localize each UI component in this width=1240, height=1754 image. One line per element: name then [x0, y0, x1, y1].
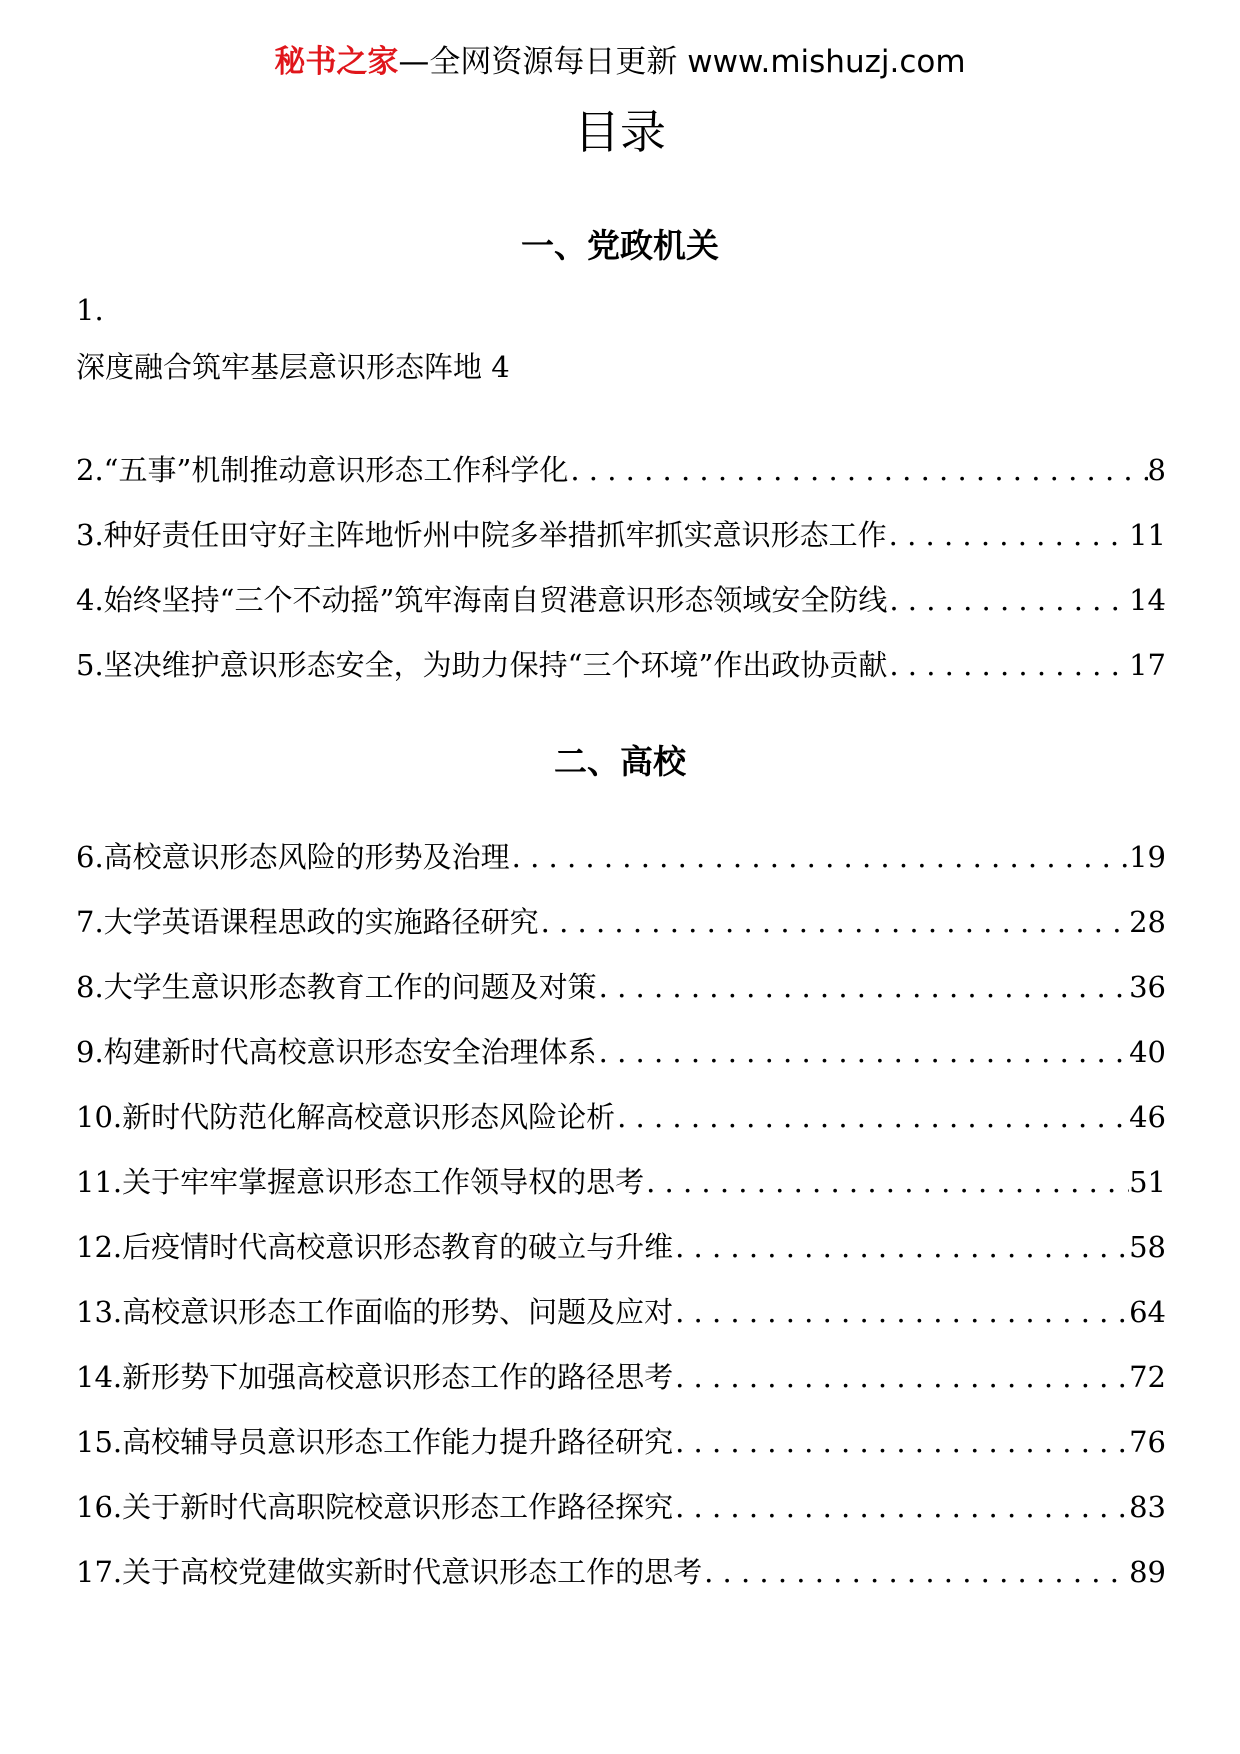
toc-leader-dots: [673, 1222, 1129, 1272]
toc-entry[interactable]: [76, 1287, 1166, 1352]
toc-leader-dots: [510, 832, 1129, 882]
toc-entry[interactable]: [76, 1092, 1166, 1157]
toc-leader-dots: [615, 1092, 1129, 1142]
toc-entry-page: 51: [1129, 1165, 1166, 1199]
toc-entry[interactable]: [76, 962, 1166, 1027]
toc-entry-page: 58: [1129, 1230, 1166, 1264]
toc-entry-title: 4.始终坚持“三个不动摇”筑牢海南自贸港意识形态领域安全防线: [76, 583, 888, 617]
toc-entry-title: 13.高校意识形态工作面临的形势、问题及应对: [76, 1295, 674, 1329]
toc-entry-page: 72: [1129, 1360, 1166, 1394]
toc-entry-title: 15.高校辅导员意识形态工作能力提升路径研究: [76, 1425, 674, 1459]
toc-entry-page: 17: [1129, 648, 1166, 682]
toc-entry[interactable]: [76, 575, 1166, 640]
toc-entry-title: 12.后疫情时代高校意识形态教育的破立与升维: [76, 1230, 674, 1264]
site-tagline: —全网资源每日更新 www.mishuzj.com: [398, 44, 966, 80]
toc-leader-dots: [673, 1417, 1129, 1467]
toc-leader-dots: [887, 640, 1129, 690]
toc-entry-1-number: 1.: [76, 293, 104, 327]
toc-leader-dots: [644, 1157, 1129, 1207]
toc-entry-title: 7.大学英语课程思政的实施路径研究: [76, 905, 539, 939]
toc-leader-dots: [887, 575, 1129, 625]
toc-entry-title: 17.关于高校党建做实新时代意识形态工作的思考: [76, 1555, 703, 1589]
toc-entry[interactable]: [76, 1222, 1166, 1287]
page-title: 目录: [574, 105, 666, 159]
toc-entry[interactable]: [76, 1482, 1166, 1547]
toc-leader-dots: [673, 1287, 1129, 1337]
toc-entry[interactable]: [76, 445, 1166, 510]
toc-entry[interactable]: [76, 510, 1166, 575]
toc-entry-page: 64: [1129, 1295, 1166, 1329]
toc-entry-page: 19: [1129, 840, 1166, 874]
toc-entry-title: 6.高校意识形态风险的形势及治理: [76, 840, 510, 874]
toc-entry-page: 40: [1129, 1035, 1166, 1069]
toc-entry-page: 83: [1129, 1490, 1166, 1524]
toc-entry-1-title: 深度融合筑牢基层意识形态阵地: [76, 350, 483, 384]
site-header: [0, 42, 1240, 82]
toc-entry-page: 89: [1129, 1555, 1166, 1589]
toc-entry-title: 9.构建新时代高校意识形态安全治理体系: [76, 1035, 597, 1069]
toc-entry-title: 10.新时代防范化解高校意识形态风险论析: [76, 1100, 616, 1134]
section-heading-universities: 二、高校: [554, 742, 686, 781]
toc-entry[interactable]: [76, 1027, 1166, 1092]
section-heading-party-government: 一、党政机关: [521, 226, 719, 265]
toc-leader-dots: [673, 1482, 1129, 1532]
toc-entry-title: 3.种好责任田守好主阵地忻州中院多举措抓牢抓实意识形态工作: [76, 518, 887, 552]
toc-entry[interactable]: [76, 897, 1166, 962]
toc-entry-page: 28: [1129, 905, 1166, 939]
toc-entry-title: 2.“五事”机制推动意识形态工作科学化: [76, 453, 569, 487]
toc-entry-title: 11.关于牢牢掌握意识形态工作领导权的思考: [76, 1165, 645, 1199]
toc-entry-page: 14: [1129, 583, 1166, 617]
toc-entry-page: 36: [1129, 970, 1166, 1004]
toc-entry-1-text[interactable]: [76, 342, 510, 392]
toc-entry-title: 8.大学生意识形态教育工作的问题及对策: [76, 970, 597, 1004]
toc-entry[interactable]: [76, 1157, 1166, 1222]
toc-leader-dots: [887, 510, 1129, 560]
toc-entry[interactable]: [76, 832, 1166, 897]
toc-leader-dots: [702, 1547, 1129, 1597]
toc-list-universities: [76, 832, 1166, 1612]
toc-leader-dots: [597, 962, 1129, 1012]
toc-leader-dots: [539, 897, 1129, 947]
toc-entry-title: 16.关于新时代高职院校意识形态工作路径探究: [76, 1490, 674, 1524]
toc-entry-page: 46: [1129, 1100, 1166, 1134]
toc-entry-page: 76: [1129, 1425, 1166, 1459]
toc-entry-title: 5.坚决维护意识形态安全，为助力保持“三个环境”作出政协贡献: [76, 648, 888, 682]
toc-entry-title: 14.新形势下加强高校意识形态工作的路径思考: [76, 1360, 674, 1394]
toc-list-party-government: [76, 445, 1166, 705]
toc-entry-1-page: 4: [491, 350, 510, 384]
toc-entry[interactable]: [76, 1352, 1166, 1417]
toc-leader-dots: [597, 1027, 1129, 1077]
toc-entry-page: 11: [1129, 518, 1166, 552]
toc-leader-dots: [673, 1352, 1129, 1402]
toc-entry[interactable]: [76, 1547, 1166, 1612]
toc-leader-dots: [568, 445, 1147, 495]
site-brand: 秘书之家: [274, 44, 399, 80]
toc-entry-page: 8: [1147, 453, 1166, 487]
toc-entry[interactable]: [76, 640, 1166, 705]
toc-entry[interactable]: [76, 1417, 1166, 1482]
